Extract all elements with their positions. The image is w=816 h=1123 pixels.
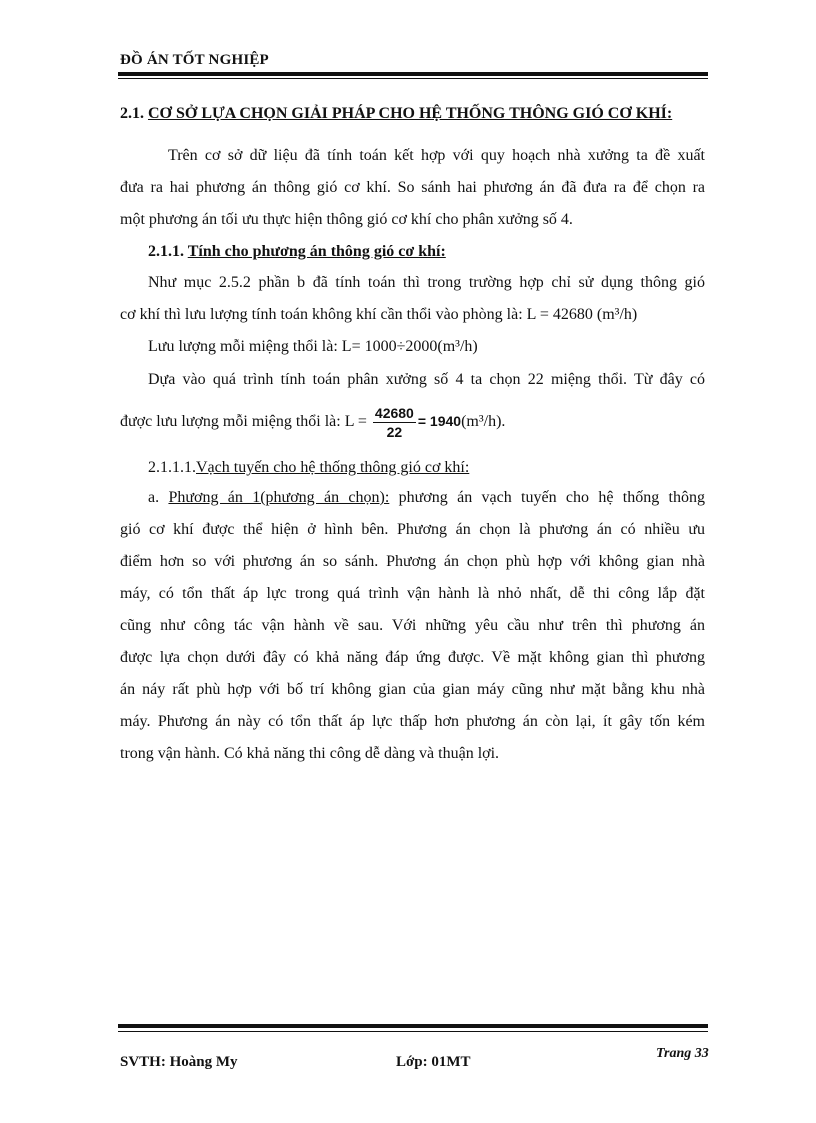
option-line-4: máy, có tổn thất áp lực trong quá trình vận hành là nhỏ nhất, dễ thi công lắp đặt [120,585,705,602]
sub1-number: 2.1.1. [148,243,184,260]
calc-line-3: Lưu lượng mỗi miệng thổi là: L= 1000÷2000(m³/h) [148,338,478,355]
option-line-3: điểm hơn so với phương án so sánh. Phương án chọn phù hợp với không gian nhà [120,553,705,570]
subheading-2-1-1 [148,236,733,268]
option-line-1 [148,482,705,514]
footer-rule-thick [118,1024,708,1028]
option-line-2: gió cơ khí được thể hiện ở hình bên. Phương án chọn là phương án có nhiều ưu [120,521,705,538]
calc-line-5 [120,396,705,447]
sub2-number: 2.1.1.1. [148,459,196,476]
fraction-result: = 1940 [417,413,462,429]
intro-line-1: Trên cơ sở dữ liệu đã tính toán kết hợp với quy hoạch nhà xưởng ta đề xuất [168,147,705,164]
flow-fraction [373,404,416,441]
sub2-title: Vạch tuyến cho hệ thống thông gió cơ khí: [196,459,470,476]
option-line-5: cũng như công tác vận hành về sau. Với những yêu cầu như trên thì phương án [120,617,705,634]
header-rule-thin [118,78,708,79]
footer-page-number: Trang 33 [656,1046,709,1061]
option-prefix: a. [148,489,169,506]
result-unit: (m³/h). [461,413,506,430]
header-title: ĐỒ ÁN TỐT NGHIỆP [120,52,269,68]
header-rule-thick [118,72,708,76]
option-line-6: được lựa chọn dưới đây có khả năng đáp ứng được. Về mặt không gian thì phương [120,649,705,666]
section-title: CƠ SỞ LỰA CHỌN GIẢI PHÁP CHO HỆ THỐNG THÔNG GIÓ CƠ KHÍ: [148,105,673,122]
subheading-2-1-1-1 [148,452,733,484]
option-line-9: trong vận hành. Có khả năng thi công dễ dàng và thuận lợi. [120,745,500,762]
section-heading [120,104,700,124]
option-line-8: máy. Phương án này có tổn thất áp lực thấp hơn phương án còn lại, ít gây tốn kém [120,713,705,730]
calc-line-5-prefix: được lưu lượng mỗi miệng thổi là: L = [120,413,371,430]
footer-class: Lớp: 01MT [396,1054,471,1070]
calc-line-2: cơ khí thì lưu lượng tính toán không khí cần thổi vào phòng là: L = 42680 (m³/h) [120,306,638,323]
fraction-numerator: 42680 [374,404,414,421]
sub1-title: Tính cho phương án thông gió cơ khí: [187,243,446,260]
intro-line-2: đưa ra hai phương án thông gió cơ khí. So sánh hai phương án đã đưa ra để chọn ra [120,179,705,196]
option-line-1-text: phương án vạch tuyến cho hệ thống thông [389,489,705,506]
calc-line-4: Dựa vào quá trình tính toán phân xưởng số 4 ta chọn 22 miệng thổi. Từ đây có [148,371,705,388]
option-label: Phương án 1(phương án chọn): [168,489,390,506]
section-number: 2.1. [120,105,144,122]
footer-student: SVTH: Hoàng My [120,1054,238,1070]
calc-line-1: Như mục 2.5.2 phần b đã tính toán thì trong trường hợp chỉ sử dụng thông gió [148,274,705,291]
fraction-denominator: 22 [386,423,403,440]
footer-rule-thin [118,1031,708,1032]
option-line-7: án náy rất phù hợp với bố trí không gian của gian máy cũng như mặt bằng khu nhà [120,681,705,698]
intro-line-3: một phương án tối ưu thực hiện thông gió cơ khí cho phân xưởng số 4. [120,211,573,228]
